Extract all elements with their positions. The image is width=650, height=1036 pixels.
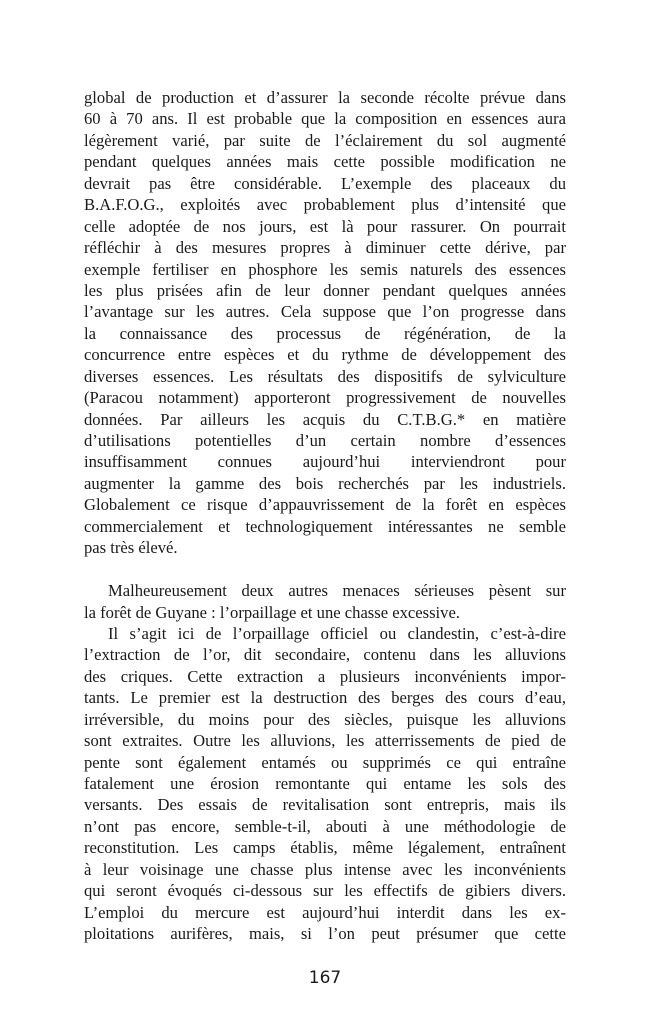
text-line: la connaissance des processus de régénération, de la [84,323,566,343]
text-line: l’avantage sur les autres. Cela suppose que l’on progresse dans [84,302,566,322]
text-line: insuffisamment connues aujourd’hui interviendront pour [84,452,566,472]
page-body [84,87,566,945]
text-line: les plus prisées afin de leur donner pendant quelques années [84,280,566,300]
text-line: fatalement une érosion remontante qui entame les sols des [84,774,566,793]
text-line: qui seront évoqués ci-dessous sur les effectifs de gibiers divers. [84,881,566,901]
text-line: global de production et d’assurer la seconde récolte prévue dans [84,88,566,107]
text-line: concurrence entre espèces et du rythme de développement des [84,345,566,365]
page-number: 167 [308,968,342,988]
text-line: légèrement varié, par suite de l’éclairement du sol augmenté [84,130,566,150]
text-line: pas très élevé. [84,538,178,558]
text-line: devrait pas être considérable. L’exemple des placeaux du [84,173,566,193]
text-line: augmenter la gamme des bois recherchés par les industriels. [84,473,566,493]
text-line: B.A.F.O.G., exploités avec probablement plus d’intensité que [84,195,566,215]
text-line: la forêt de Guyane : l’orpaillage et une chasse excessive. [84,602,460,622]
text-line: ploitations aurifères, mais, si l’on peut présumer que cette [84,924,566,944]
text-line: tants. Le premier est la destruction des berges des cours d’eau, [84,688,566,708]
text-line: à leur voisinage une chasse plus intense avec les inconvénients [84,859,566,879]
text-line: diverses essences. Les résultats des dispositifs de sylviculture [84,366,566,386]
text-line: commercialement et technologiquement intéressantes ne semble [84,516,566,536]
text-line: d’utilisations potentielles d’un certain nombre d’essences [84,431,566,450]
text-line: réfléchir à des mesures propres à diminuer cette dérive, par [84,238,566,258]
text-line: pendant quelques années mais cette possible modification ne [84,152,566,172]
text-line: exemple fertiliser en phosphore les semis naturels des essences [84,259,566,279]
text-line: pente sont également entamés ou supprimés ce qui entraîne [84,752,566,772]
text-line: sont extraites. Outre les alluvions, les atterrissements de pied de [84,731,566,751]
text-line: Il s’agit ici de l’orpaillage officiel ou clandestin, c’est-à-dire [108,623,566,643]
text-line: Globalement ce risque d’appauvrissement de la forêt en espèces [84,495,566,515]
text-line: celle adoptée de nos jours, est là pour rassurer. On pourrait [84,216,566,236]
paragraph [84,580,566,623]
text-line: 60 à 70 ans. Il est probable que la composition en essences aura [84,109,566,129]
text-line: des criques. Cette extraction a plusieurs inconvénients impor- [84,666,566,686]
text-line: versants. Des essais de revitalisation sont entrepris, mais ils [84,795,566,815]
text-line: irréversible, du moins pour des siècles, puisque les alluvions [84,709,566,729]
text-line: données. Par ailleurs les acquis du C.T.B.G.* en matière [84,409,566,429]
text-line: L’emploi du mercure est aujourd’hui interdit dans les ex- [84,902,566,922]
paragraph [84,87,566,559]
paragraph [84,623,566,945]
text-line: reconstitution. Les camps établis, même légalement, entraînent [84,838,566,858]
text-line: (Paracou notamment) apporteront progressivement de nouvelles [84,388,566,408]
text-line: l’extraction de l’or, dit secondaire, contenu dans les alluvions [84,645,566,665]
text-line: n’ont pas encore, semble-t-il, abouti à une méthodologie de [84,816,566,836]
text-line: Malheureusement deux autres menaces sérieuses pèsent sur [108,581,566,601]
